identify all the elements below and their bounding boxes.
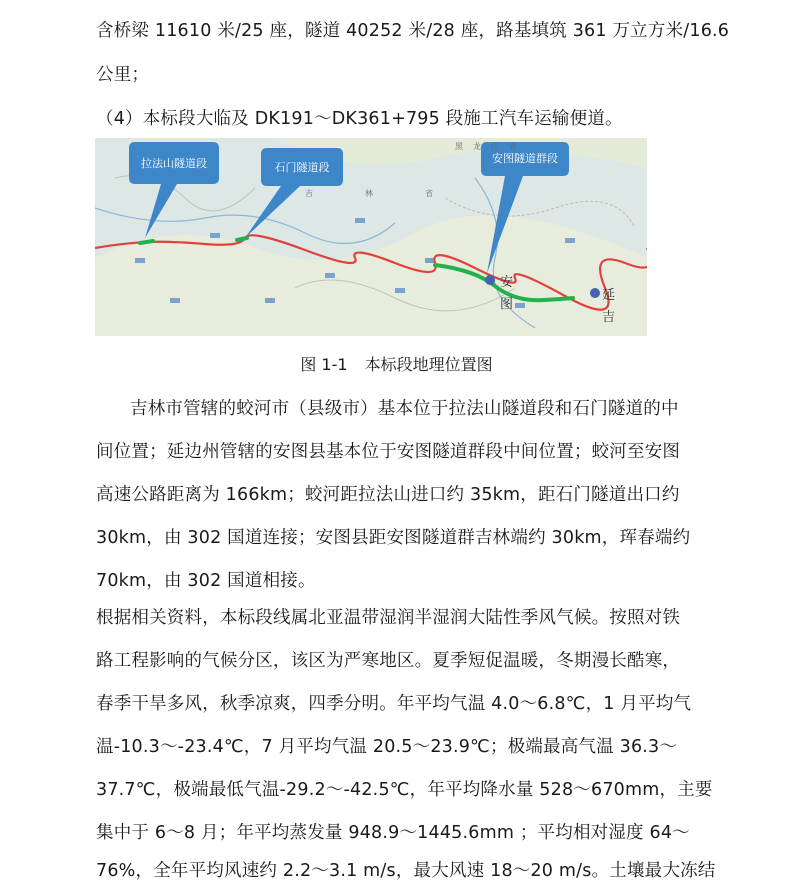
figure-title: 本标段地理位置图 bbox=[364, 355, 493, 374]
text-line: 30km，由 302 国道连接；安图县距安图隧道群吉林端约 30km，珲春端约 bbox=[96, 528, 691, 548]
text-line: 吉林市管辖的蛟河市（县级市）基本位于拉法山隧道段和石门隧道的中 bbox=[130, 399, 679, 419]
text-line: 路工程影响的气候分区，该区为严寒地区。夏季短促温暖，冬期漫长酷寒， bbox=[96, 651, 681, 671]
text-line: 根据相关资料，本标段线属北亚温带湿润半湿润大陆性季风气候。按照对铁 bbox=[96, 608, 681, 628]
text-line: 间位置；延边州管辖的安图县基本位于安图隧道群段中间位置；蛟河至安图 bbox=[96, 442, 681, 462]
svg-text:龙: 龙 bbox=[473, 142, 481, 151]
lafashan-segment bbox=[140, 241, 153, 243]
antu-city-marker bbox=[485, 275, 495, 285]
text-line: 37.7℃，极端最低气温-29.2～-42.5℃，年平均降水量 528～670mm，主要 bbox=[96, 780, 713, 800]
svg-text:吉: 吉 bbox=[305, 189, 313, 198]
text-line: 公里； bbox=[96, 65, 150, 85]
text-line: 集中于 6～8 月；年平均蒸发量 948.9～1445.6mm ；平均相对湿度 64～ bbox=[96, 823, 690, 843]
figure-number: 图 1-1 bbox=[300, 355, 348, 374]
yanji-city-marker bbox=[590, 288, 600, 298]
map-svg bbox=[95, 138, 647, 336]
city-label: 安 bbox=[500, 275, 514, 290]
shimen-segment bbox=[237, 238, 247, 240]
city-label: 吉 bbox=[602, 310, 616, 325]
svg-text:林: 林 bbox=[365, 189, 373, 198]
text-line: 含桥梁 11610 米/25 座，隧道 40252 米/28 座，路基填筑 361 万立方米/16.6 bbox=[96, 21, 730, 41]
city-label: 延 bbox=[602, 288, 616, 303]
callout-label-shimen: 石门隧道段 bbox=[274, 161, 330, 174]
svg-text:江: 江 bbox=[491, 142, 499, 151]
svg-text:省: 省 bbox=[509, 142, 517, 151]
callout-label-lafashan: 拉法山隧道段 bbox=[141, 157, 207, 170]
text-line: 76%，全年平均风速约 2.2～3.1 m/s，最大风速 18～20 m/s。土壤最大冻结 bbox=[96, 861, 716, 881]
text-line: 高速公路距离为 166km；蛟河距拉法山进口约 35km，距石门隧道出口约 bbox=[96, 485, 680, 505]
figure-caption bbox=[0, 352, 793, 375]
location-map bbox=[95, 138, 647, 336]
callout-label-antu: 安图隧道群段 bbox=[492, 152, 558, 165]
text-line: 春季干旱多风，秋季凉爽，四季分明。年平均气温 4.0～6.8℃，1 月平均气 bbox=[96, 694, 692, 714]
text-line: 温-10.3～-23.4℃，7 月平均气温 20.5～23.9℃；极端最高气温 36.3～ bbox=[96, 737, 678, 757]
svg-text:黑: 黑 bbox=[455, 142, 463, 151]
svg-text:省: 省 bbox=[425, 189, 433, 198]
text-line: 70km，由 302 国道相接。 bbox=[96, 571, 316, 591]
city-label: 图 bbox=[500, 297, 514, 312]
text-line: （4）本标段大临及 DK191～DK361+795 段施工汽车运输便道。 bbox=[96, 109, 623, 129]
